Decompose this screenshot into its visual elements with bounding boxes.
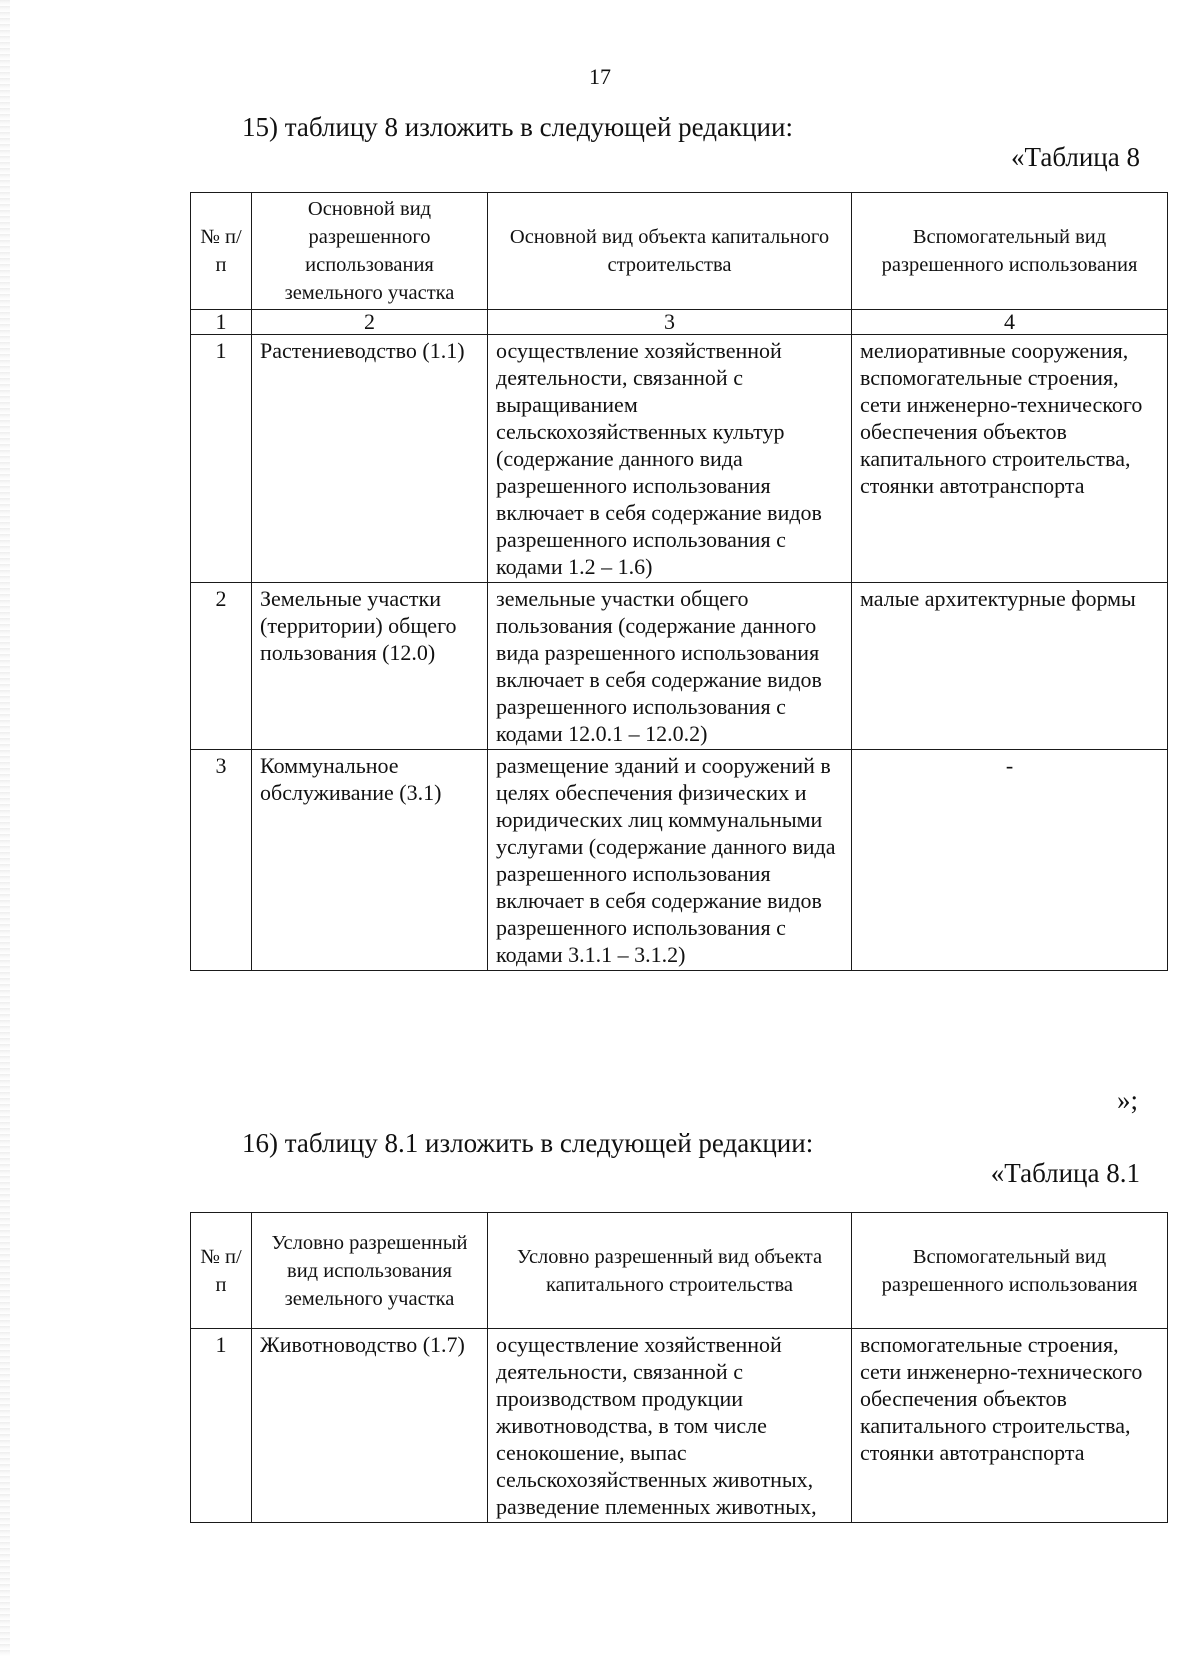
object-cell: осуществление хозяйственной деятельности, связанной с производством продукции животноводства, в том числе сенокошение, выпас сельскохозяйственных животных, разведение племенных животных, bbox=[488, 1329, 852, 1523]
object-cell: размещение зданий и сооружений в целях обеспечения физических и юридических лиц коммунальными услугами (содержание данного вида разрешенного использования включает в себя содержание видов разрешенного использования с кодами 3.1.1 – 3.1.2) bbox=[488, 750, 852, 971]
header-auxiliary: Вспомогательный вид разрешенного использования bbox=[852, 193, 1168, 310]
object-cell: осуществление хозяйственной деятельности, связанной с выращиванием сельскохозяйственных культур (содержание данного вида разрешенного использования включает в себя содержание видов разрешенного использования с кодами 1.2 – 1.6) bbox=[488, 335, 852, 583]
auxiliary-cell: малые архитектурные формы bbox=[852, 583, 1168, 750]
scan-edge bbox=[0, 0, 10, 1656]
table-8-caption: «Таблица 8 bbox=[1011, 142, 1140, 172]
column-number: 3 bbox=[488, 310, 852, 335]
table-8-1-header-row bbox=[191, 1213, 1168, 1329]
header-num: № п/п bbox=[191, 1213, 252, 1329]
row-num: 2 bbox=[191, 583, 252, 750]
header-main-use: Основной вид разрешенного использования земельного участка bbox=[252, 193, 488, 310]
auxiliary-cell: - bbox=[852, 750, 1168, 971]
section-16-heading: 16) таблицу 8.1 изложить в следующей редакции: bbox=[242, 1128, 814, 1158]
main-use-cell: Растениеводство (1.1) bbox=[252, 335, 488, 583]
table-row bbox=[191, 1329, 1168, 1523]
row-num: 1 bbox=[191, 1329, 252, 1523]
section-15-heading: 15) таблицу 8 изложить в следующей редакции: bbox=[242, 112, 793, 142]
auxiliary-cell: мелиоративные сооружения, вспомогательные строения, сети инженерно-технического обеспечения объектов капитального строительства, стоянки автотранспорта bbox=[852, 335, 1168, 583]
header-main-use: Условно разрешенный вид использования земельного участка bbox=[252, 1213, 488, 1329]
auxiliary-cell: вспомогательные строения, сети инженерно-технического обеспечения объектов капитального строительства, стоянки автотранспорта bbox=[852, 1329, 1168, 1523]
header-num: № п/п bbox=[191, 193, 252, 310]
table-8-1 bbox=[190, 1212, 1168, 1523]
header-object: Основной вид объекта капитального строительства bbox=[488, 193, 852, 310]
page-number: 17 bbox=[589, 64, 611, 89]
header-auxiliary: Вспомогательный вид разрешенного использования bbox=[852, 1213, 1168, 1329]
main-use-cell: Животноводство (1.7) bbox=[252, 1329, 488, 1523]
closing-quote: »; bbox=[1116, 1085, 1138, 1115]
table-8-header-row bbox=[191, 193, 1168, 310]
header-object: Условно разрешенный вид объекта капитального строительства bbox=[488, 1213, 852, 1329]
main-use-cell: Земельные участки (территории) общего пользования (12.0) bbox=[252, 583, 488, 750]
table-row bbox=[191, 750, 1168, 971]
table-8 bbox=[190, 192, 1168, 971]
column-number-row bbox=[191, 310, 1168, 335]
object-cell: земельные участки общего пользования (содержание данного вида разрешенного использования включает в себя содержание видов разрешенного использования с кодами 12.0.1 – 12.0.2) bbox=[488, 583, 852, 750]
table-8-1-caption: «Таблица 8.1 bbox=[990, 1158, 1140, 1188]
table-row bbox=[191, 583, 1168, 750]
column-number: 2 bbox=[252, 310, 488, 335]
column-number: 1 bbox=[191, 310, 252, 335]
row-num: 3 bbox=[191, 750, 252, 971]
main-use-cell: Коммунальное обслуживание (3.1) bbox=[252, 750, 488, 971]
column-number: 4 bbox=[852, 310, 1168, 335]
table-row bbox=[191, 335, 1168, 583]
row-num: 1 bbox=[191, 335, 252, 583]
